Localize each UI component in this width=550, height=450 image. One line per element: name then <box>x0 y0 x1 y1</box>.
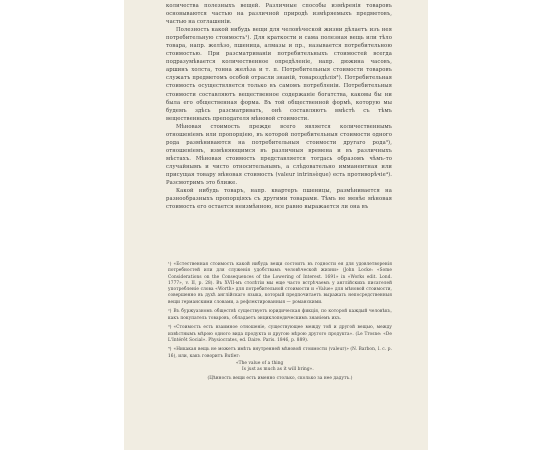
footnote-4 <box>168 347 392 360</box>
footnote-mark: ³) <box>168 325 172 331</box>
paragraph-1: количества полезныхъ вещей. Различные способы измѣренія товаровъ основываются частью на различной природѣ измѣряемыхъ предметовъ, частью на соглашеніи. <box>166 3 392 26</box>
footnote-text: Въ буржуазномъ обществѣ существуетъ юридическая фикція, по которой каждый человѣкъ, какъ покупатель товаровъ, обладаетъ энциклопедическимъ знаніемъ ихъ. <box>168 309 392 321</box>
footnote-text: «Стоимость есть взаимное отношеніе, существующее между той и другой вещью, между извѣстнымъ мѣрою одного вида продукта и другою мѣрою другого продукта». (Le Trosne: «De L'Intérêt Social». Physiocrates, ed. Daire. Paris. 1846, p. 889). <box>168 325 392 343</box>
footnote-3 <box>168 325 392 344</box>
paragraph-2: Полезность какой нибудь вещи для человѣческой жизни дѣлаетъ изъ нея потребительную стоимость¹). Для краткости и сама полезная вещь или тѣло товара, напр. желѣзо, пшеница, алмазы и пр., называется потребительною стоимостью. При разсматриваніи потребительныхъ стоимостей всегда подразумѣвается количественное опредѣленіе, напр. дюжина часовъ, аршинъ холста, тонна желѣза и т. п. Потребительныя стоимости товаровъ служатъ предметомъ особой отрасли знаній, товароздѣлія²). Потребительная стоимость осуществляется только въ самомъ потребленіи. Потребительныя стоимости составляютъ вещественное содержаніе богатства, каковы бы ни была его общественная форма. Въ той общественной формѣ, которую мы будемъ здѣсь разсматривать, онѣ составляютъ вмѣстѣ съ тѣмъ вещественныхъ преподателя мѣновой стоимости. <box>166 27 392 122</box>
footnote-1 <box>168 262 392 306</box>
verse-line-2: Is just as much as it will bring». <box>242 367 314 373</box>
main-text <box>166 2 392 211</box>
paragraph-4: Какой нибудь товаръ, напр. квартеръ пшеницы, размѣнивается на разнообразныхъ пропорціяхъ съ другими товарами. Тѣмъ не менѣе мѣновая стоимость его остается неизмѣнною, все равно выражается ли она въ <box>166 188 392 211</box>
footnote-mark: ¹) <box>168 262 172 267</box>
footnote-text: «Естественная стоимость какой нибудь вещи состоитъ въ годности ея для удовлетворенія потребностей или для служенія удобствамъ человѣческой жизни» (John Locke: «Some Considerations on the Consequences of the Lowering of Interest. 1691» in «Works edit. Lond. 1777», v. II, p. 28). Въ XVII-мъ столѣтіи мы еще часто встрѣчаемъ у англійскихъ писателей употребленіе слова «Worth» для потребительной стоимости и «Value» для мѣновой стоимости, совершенно въ духѣ англійскаго языка, который предпочитаетъ выражать непосредственныя вещи германскими словами, а рефлектированныя — романскими. <box>168 262 392 305</box>
footnote-mark: ⁴) <box>168 347 172 353</box>
footnote-mark: ²) <box>168 309 172 315</box>
footnote-2 <box>168 309 392 322</box>
footnote-text: «Никакая вещь не можетъ имѣть внутренней мѣновой стоимости (valeur)» (N. Barbon, l. c. p. 16), или, какъ говоритъ Butler: <box>168 347 392 359</box>
book-page <box>124 0 428 450</box>
verse-line-1: «The value of a thing <box>236 361 284 367</box>
footnotes <box>168 262 392 386</box>
paragraph-3: Мѣновая стоимость прежде всего является количественнымъ отношеніемъ или пропорціею, въ которой потребительныя стоимости одного рода размѣниваются на потребительныя стоимости другаго рода³), отношеніемъ, измѣняющимся въ различныя времена и въ различныхъ мѣстахъ. Мѣновая стоимость представляется тогдась образомъ чѣмъ-то случайнымъ и чисто относительнымъ, а слѣдовательно имманентная или присущая товару мѣновая стоимость (valeur intrinsèque) есть противорѣчіе⁴). Разсмотримъ это ближе. <box>166 123 392 187</box>
verse-translation: (Цѣнность вещи есть именно столько, сколько за нее дадутъ.) <box>207 375 353 381</box>
